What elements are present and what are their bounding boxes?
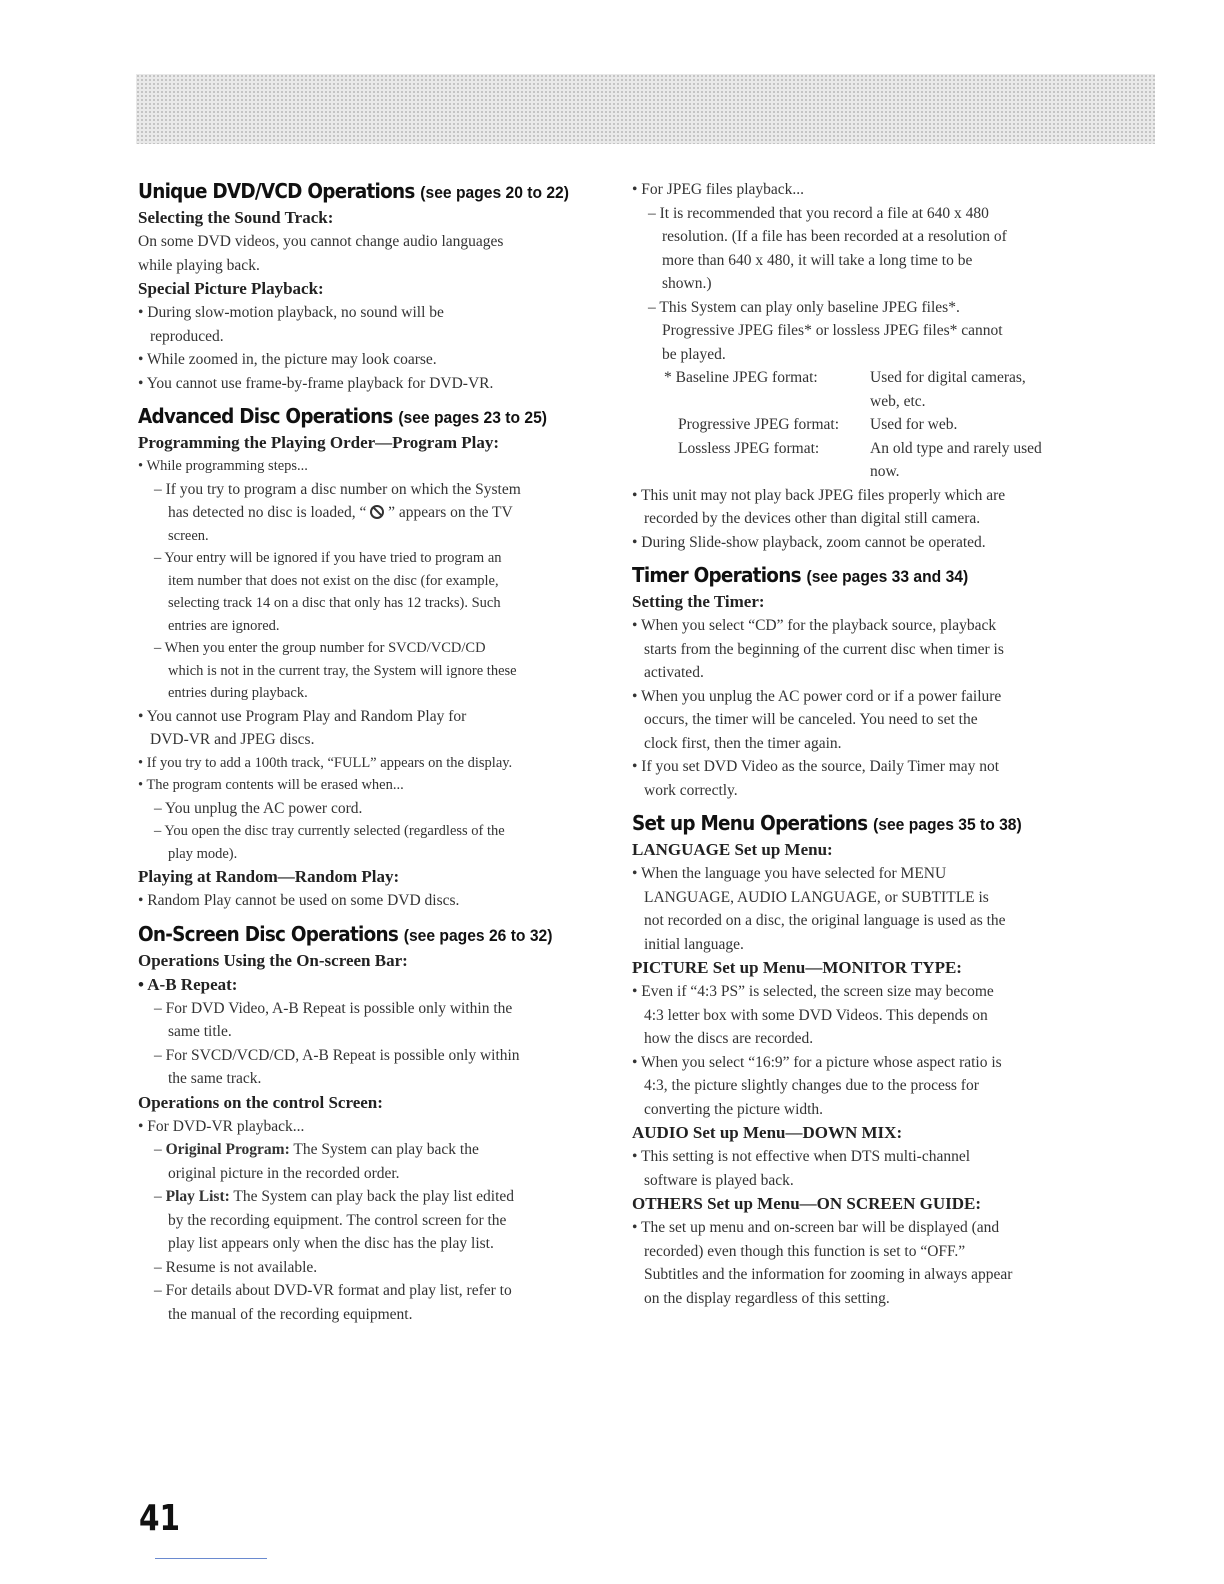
format-row: now.	[870, 463, 900, 480]
text: screen.	[168, 527, 209, 544]
text: LANGUAGE, AUDIO LANGUAGE, or SUBTITLE is	[644, 888, 989, 906]
text: item number that does not exist on the disc (for example,	[168, 572, 499, 589]
bullet: • You cannot use Program Play and Random Play for	[138, 707, 467, 725]
text: – This System can play only baseline JPEG files*.	[648, 298, 960, 316]
bullet: • Random Play cannot be used on some DVD discs.	[138, 892, 460, 909]
text: resolution. (If a file has been recorded at a resolution of	[662, 228, 1007, 245]
subheading: Playing at Random—Random Play:	[138, 867, 400, 886]
text: original picture in the recorded order.	[168, 1164, 400, 1182]
subheading: LANGUAGE Set up Menu:	[632, 840, 833, 859]
bullet: • You cannot use frame-by-frame playback for DVD-VR.	[138, 374, 494, 392]
footer-rule	[155, 1558, 267, 1559]
subheading: Setting the Timer:	[632, 592, 765, 611]
text: clock first, then the timer again.	[644, 734, 842, 752]
subheading: Selecting the Sound Track:	[138, 208, 334, 227]
bullet: • When the language you have selected for MENU	[632, 865, 947, 882]
text: On some DVD videos, you cannot change audio languages	[138, 233, 504, 250]
subheading: Operations on the control Screen:	[138, 1092, 383, 1112]
right-column	[632, 178, 1102, 1310]
text: occurs, the timer will be canceled. You need to set the	[644, 711, 978, 728]
text: initial language.	[644, 935, 744, 953]
bullet: • This setting is not effective when DTS multi-channel	[632, 1148, 971, 1165]
text: – You unplug the AC power cord.	[154, 799, 363, 817]
text: has detected no disc is loaded, “ ” appears on the TV	[168, 504, 513, 521]
bullet: • For JPEG files playback...	[632, 181, 805, 198]
subheading: Special Picture Playback:	[138, 279, 324, 298]
text: – If you try to program a disc number on which the System	[154, 480, 521, 498]
text: which is not in the current tray, the System will ignore these	[168, 662, 517, 679]
text: entries during playback.	[168, 685, 308, 701]
text: Progressive JPEG files* or lossless JPEG files* cannot	[662, 322, 1003, 339]
subheading: • A-B Repeat:	[138, 974, 238, 994]
subheading: PICTURE Set up Menu—MONITOR TYPE:	[632, 958, 962, 977]
text: activated.	[644, 664, 704, 681]
text: not recorded on a disc, the original language is used as the	[644, 912, 1006, 929]
text: selecting track 14 on a disc that only has 12 tracks). Such	[168, 595, 501, 611]
bullet: • This unit may not play back JPEG files properly which are	[632, 486, 1006, 504]
bullet: • While programming steps...	[138, 458, 308, 474]
bullet: • During slow-motion playback, no sound will be	[138, 304, 444, 321]
text: DVD-VR and JPEG discs.	[150, 731, 315, 748]
text: shown.)	[662, 275, 712, 292]
text: – For DVD Video, A-B Repeat is possible only within the	[154, 999, 513, 1017]
section-title: Unique DVD/VCD Operations (see pages 20 to 22)	[138, 179, 569, 203]
text: on the display regardless of this setting.	[644, 1289, 890, 1307]
text: – Resume is not available.	[154, 1258, 318, 1276]
text: – Original Program: The System can play back the	[154, 1141, 479, 1158]
bullet: • If you set DVD Video as the source, Daily Timer may not	[632, 758, 1000, 775]
prohibited-icon	[370, 505, 384, 519]
text: 4:3, the picture slightly changes due to the process for	[644, 1077, 979, 1094]
text: the manual of the recording equipment.	[168, 1305, 413, 1323]
text: play list appears only when the disc has the play list.	[168, 1235, 494, 1252]
subheading: AUDIO Set up Menu—DOWN MIX:	[632, 1123, 903, 1142]
subheading: Programming the Playing Order—Program Play:	[138, 433, 500, 452]
text: software is played back.	[644, 1171, 794, 1189]
text: the same track.	[168, 1070, 262, 1087]
bullet: • During Slide-show playback, zoom cannot be operated.	[632, 533, 986, 551]
subheading: OTHERS Set up Menu—ON SCREEN GUIDE:	[632, 1194, 982, 1213]
text: – Play List: The System can play back the play list edited	[154, 1188, 515, 1205]
text: – When you enter the group number for SVCD/VCD/CD	[154, 640, 486, 656]
section-title: Set up Menu Operations (see pages 35 to 38)	[632, 811, 1022, 835]
bullet: • The set up menu and on-screen bar will be displayed (and	[632, 1219, 1000, 1236]
bullet: • Even if “4:3 PS” is selected, the screen size may become	[632, 983, 994, 1000]
text: recorded by the devices other than digital still camera.	[644, 510, 981, 527]
bullet: • When you select “16:9” for a picture whose aspect ratio is	[632, 1053, 1002, 1071]
format-row: Lossless JPEG format: An old type and rarely used	[678, 439, 1042, 457]
section-title: On-Screen Disc Operations (see pages 26 to 32)	[138, 921, 553, 946]
bullet: • While zoomed in, the picture may look coarse.	[138, 351, 437, 368]
bullet: • For DVD-VR playback...	[138, 1117, 305, 1135]
left-column	[138, 178, 608, 1326]
subheading: Operations Using the On-screen Bar:	[138, 950, 408, 970]
format-row: * Baseline JPEG format: Used for digital cameras,	[664, 369, 1026, 386]
text: reproduced.	[150, 327, 224, 345]
text: play mode).	[168, 845, 238, 862]
bullet: • If you try to add a 100th track, “FULL” appears on the display.	[138, 754, 513, 771]
text: – It is recommended that you record a file at 640 x 480	[648, 204, 989, 222]
text: recorded) even though this function is set to “OFF.”	[644, 1242, 966, 1260]
bullet: • The program contents will be erased when...	[138, 777, 404, 793]
bullet: • When you select “CD” for the playback source, playback	[632, 617, 997, 634]
format-row: web, etc.	[870, 392, 926, 410]
text: how the discs are recorded.	[644, 1030, 814, 1047]
text: – For details about DVD-VR format and play list, refer to	[154, 1282, 512, 1299]
text: Subtitles and the information for zooming in always appear	[644, 1266, 1013, 1283]
text: – For SVCD/VCD/CD, A-B Repeat is possible only within	[154, 1046, 520, 1064]
header-banner	[136, 74, 1155, 144]
text: work correctly.	[644, 781, 738, 799]
text: entries are ignored.	[168, 617, 280, 634]
page-number: 41	[139, 1498, 181, 1539]
format-row: Progressive JPEG format: Used for web.	[678, 416, 958, 433]
text: – Your entry will be ignored if you have tried to program an	[154, 550, 502, 566]
text: same title.	[168, 1023, 232, 1040]
text: be played.	[662, 345, 726, 363]
text: by the recording equipment. The control screen for the	[168, 1211, 507, 1229]
section-title: Timer Operations (see pages 33 and 34)	[632, 563, 969, 587]
text: converting the picture width.	[644, 1100, 824, 1118]
bullet: • When you unplug the AC power cord or if a power failure	[632, 687, 1002, 705]
section-title: Advanced Disc Operations (see pages 23 to 25)	[138, 404, 547, 428]
text: while playing back.	[138, 256, 260, 274]
text: – You open the disc tray currently selected (regardless of the	[154, 823, 505, 839]
text: starts from the beginning of the current disc when timer is	[644, 640, 1004, 658]
text: 4:3 letter box with some DVD Videos. This depends on	[644, 1006, 988, 1024]
text: more than 640 x 480, it will take a long time to be	[662, 251, 973, 269]
